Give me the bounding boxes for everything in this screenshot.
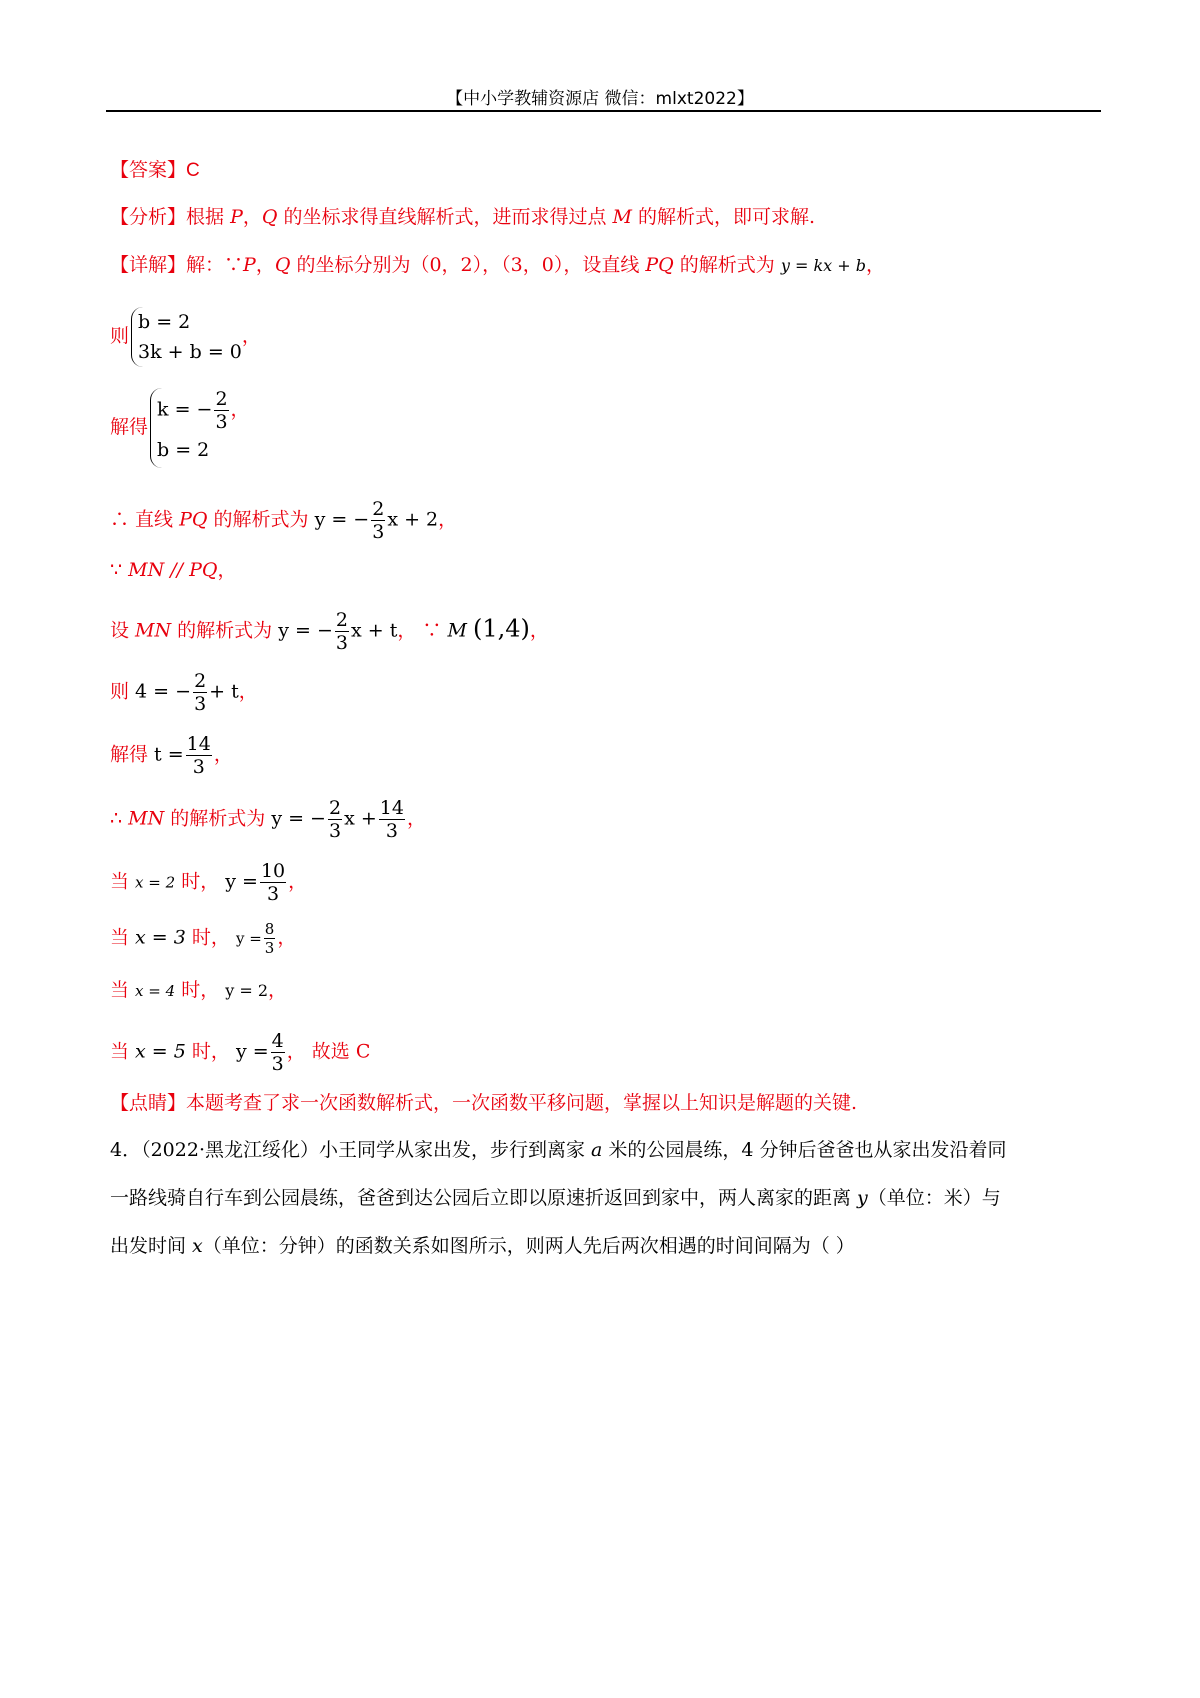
formula: x + 2 xyxy=(387,508,439,531)
step-text: 的解析式为 xyxy=(207,508,315,531)
denominator: 3 xyxy=(267,883,280,905)
denominator: 3 xyxy=(192,756,205,778)
var-q: Q xyxy=(274,254,291,276)
sep: ， xyxy=(213,743,233,766)
detail-label: 【详解】 xyxy=(110,254,187,276)
step-prefix: 当 xyxy=(110,979,136,1001)
answer-line xyxy=(110,158,200,183)
step-prefix: 解得 xyxy=(110,416,149,438)
numerator: 2 xyxy=(372,498,385,520)
sep: ， xyxy=(242,206,262,228)
step-mn-set xyxy=(110,609,549,654)
denominator: 3 xyxy=(215,411,228,433)
formula: y = − xyxy=(278,619,333,642)
comment-text: 本题考查了求一次函数解析式，一次函数平移问题，掌握以上知识是解题的关键. xyxy=(186,1092,858,1114)
denominator: 3 xyxy=(385,820,398,842)
var-mn: MN xyxy=(135,619,172,642)
numerator: 8 xyxy=(264,920,275,938)
step-mn-result xyxy=(110,797,426,842)
step-prefix: 设 xyxy=(110,619,136,642)
step-substitute xyxy=(110,670,258,715)
sep: ， 故选 C xyxy=(286,1040,371,1063)
step-prefix: 则 xyxy=(110,680,136,703)
sep: ， xyxy=(238,680,258,703)
numerator: 14 xyxy=(379,797,404,819)
numerator: 2 xyxy=(335,609,348,631)
condition: x = 5 xyxy=(135,1040,186,1063)
fraction xyxy=(335,609,349,654)
formula: + t xyxy=(209,680,239,703)
numerator: 14 xyxy=(186,733,211,755)
fraction xyxy=(379,797,405,842)
step-x4 xyxy=(110,978,287,1003)
comment-line xyxy=(110,1091,857,1115)
denominator: 3 xyxy=(264,939,275,957)
fraction xyxy=(186,733,212,778)
step-solution xyxy=(110,388,250,468)
sep: ， xyxy=(217,559,237,581)
sep: ， xyxy=(277,926,297,949)
step-text: 的解析式为 xyxy=(171,619,279,642)
var-pq: PQ xyxy=(179,508,208,531)
problem-text: 一路线骑自行车到公园晨练，爸爸到达公园后立即以原速折返回到家中，两人离家的距离 xyxy=(110,1187,858,1209)
step-prefix: ∵ xyxy=(110,559,129,581)
step-prefix: 解得 xyxy=(110,743,155,766)
step-x3 xyxy=(110,920,296,957)
var-p: P xyxy=(243,254,256,276)
problem-text: 出发时间 xyxy=(110,1235,193,1257)
sep: ， xyxy=(241,325,261,347)
problem4-line1 xyxy=(110,1138,1007,1162)
problem4-line3 xyxy=(110,1234,855,1258)
formula: y = kx + b xyxy=(780,256,866,275)
fraction xyxy=(371,498,385,543)
problem-text: （单位：分钟）的函数关系如图所示，则两人先后两次相遇的时间间隔为（ ） xyxy=(202,1235,855,1257)
formula: y = − xyxy=(271,807,326,830)
formula: y = xyxy=(225,870,258,893)
analysis-text: 的解析式，即可求解. xyxy=(632,206,816,228)
numerator: 2 xyxy=(328,797,342,819)
step-text: 时， xyxy=(175,870,226,893)
numerator: 10 xyxy=(260,860,286,882)
fraction xyxy=(264,920,276,957)
denominator: 3 xyxy=(194,693,207,715)
step-prefix: ∴ 直线 xyxy=(110,508,180,531)
var-p: P xyxy=(230,206,243,228)
sep: ， xyxy=(268,979,288,1001)
step-solve-t xyxy=(110,733,233,778)
detail-text: 的解析式为 xyxy=(673,254,781,276)
step-system xyxy=(110,307,261,367)
var-q: Q xyxy=(261,206,278,228)
var-mn: MN xyxy=(128,807,165,830)
formula: y = 2 xyxy=(225,981,269,1000)
var-m: M xyxy=(447,619,467,642)
condition: x = 2 xyxy=(135,873,176,892)
answer-value: C xyxy=(186,160,200,181)
step-prefix: 当 xyxy=(110,1040,136,1063)
step-prefix: ∴ xyxy=(110,807,129,830)
formula: y = xyxy=(235,929,262,948)
var-m: M xyxy=(612,206,633,228)
point-coords: (1,4) xyxy=(472,614,530,643)
sep: ， xyxy=(230,398,250,421)
problem-text: 4．（2022·黑龙江绥化）小王同学从家出发，步行到离家 xyxy=(110,1139,592,1161)
equation: 3k + b = 0 xyxy=(138,341,242,363)
step-prefix: 则 xyxy=(110,325,130,347)
numerator: 4 xyxy=(271,1030,284,1052)
analysis-text: 的坐标求得直线解析式，进而求得过点 xyxy=(277,206,613,228)
comment-label: 【点睛】 xyxy=(110,1092,187,1114)
page-header: 【中小学教辅资源店 微信：mlxt2022】 xyxy=(446,89,754,109)
parallel-statement: MN // PQ xyxy=(128,559,218,581)
fraction xyxy=(271,1030,285,1075)
sep: ， xyxy=(438,508,458,531)
var-pq: PQ xyxy=(645,254,674,276)
equation: b = 2 xyxy=(138,311,191,333)
step-text: 的解析式为 xyxy=(164,807,272,830)
header-rule xyxy=(106,110,1101,112)
formula: x + t xyxy=(350,619,398,642)
sep: ， xyxy=(529,619,549,642)
denominator: 3 xyxy=(335,632,348,654)
step-pq-line xyxy=(110,498,457,543)
var-y: y xyxy=(857,1187,868,1209)
fraction xyxy=(193,670,207,715)
denominator: 3 xyxy=(328,820,342,842)
formula: y = − xyxy=(314,508,370,531)
fraction xyxy=(214,388,228,433)
numerator: 2 xyxy=(194,670,207,692)
formula: 4 = − xyxy=(135,680,192,703)
equation: b = 2 xyxy=(157,439,210,461)
step-text: 时， xyxy=(175,979,226,1001)
problem-text: （单位：米）与 xyxy=(867,1187,1001,1209)
step-x5 xyxy=(110,1030,370,1075)
sep: ， xyxy=(406,807,426,830)
numerator: 2 xyxy=(215,388,228,410)
equation: k = − xyxy=(157,398,213,421)
equation-system xyxy=(150,388,250,468)
step-x2 xyxy=(110,860,307,905)
denominator: 3 xyxy=(372,521,385,543)
step-parallel xyxy=(110,558,236,582)
condition: x = 3 xyxy=(135,926,186,949)
equation-system xyxy=(131,307,242,367)
sep: ， xyxy=(255,254,275,276)
answer-label: 【答案】 xyxy=(110,159,187,181)
analysis-text: 根据 xyxy=(186,206,231,228)
detail-text: 的坐标分别为（0，2），（3，0），设直线 xyxy=(290,254,646,276)
formula: t = xyxy=(154,743,184,766)
detail-line xyxy=(110,253,885,278)
analysis-label: 【分析】 xyxy=(110,206,187,228)
analysis-line xyxy=(110,205,815,229)
formula: y = xyxy=(235,1040,269,1063)
sep: ， xyxy=(288,870,308,893)
sep: ， ∵ xyxy=(397,619,448,642)
formula: x + xyxy=(344,807,377,830)
problem-text: 米的公园晨练，4 分钟后爸爸也从家出发沿着同 xyxy=(602,1139,1007,1161)
fraction xyxy=(260,860,286,905)
step-text: 时， xyxy=(185,1040,236,1063)
var-a: a xyxy=(591,1139,603,1161)
step-text: 时， xyxy=(185,926,236,949)
problem4-line2 xyxy=(110,1186,1001,1210)
condition: x = 4 xyxy=(135,982,176,1000)
step-prefix: 当 xyxy=(110,926,136,949)
detail-text: 解：∵ xyxy=(186,254,244,276)
fraction xyxy=(328,797,342,842)
sep: ， xyxy=(865,254,885,276)
var-x: x xyxy=(192,1235,203,1257)
denominator: 3 xyxy=(271,1053,284,1075)
step-prefix: 当 xyxy=(110,870,136,893)
